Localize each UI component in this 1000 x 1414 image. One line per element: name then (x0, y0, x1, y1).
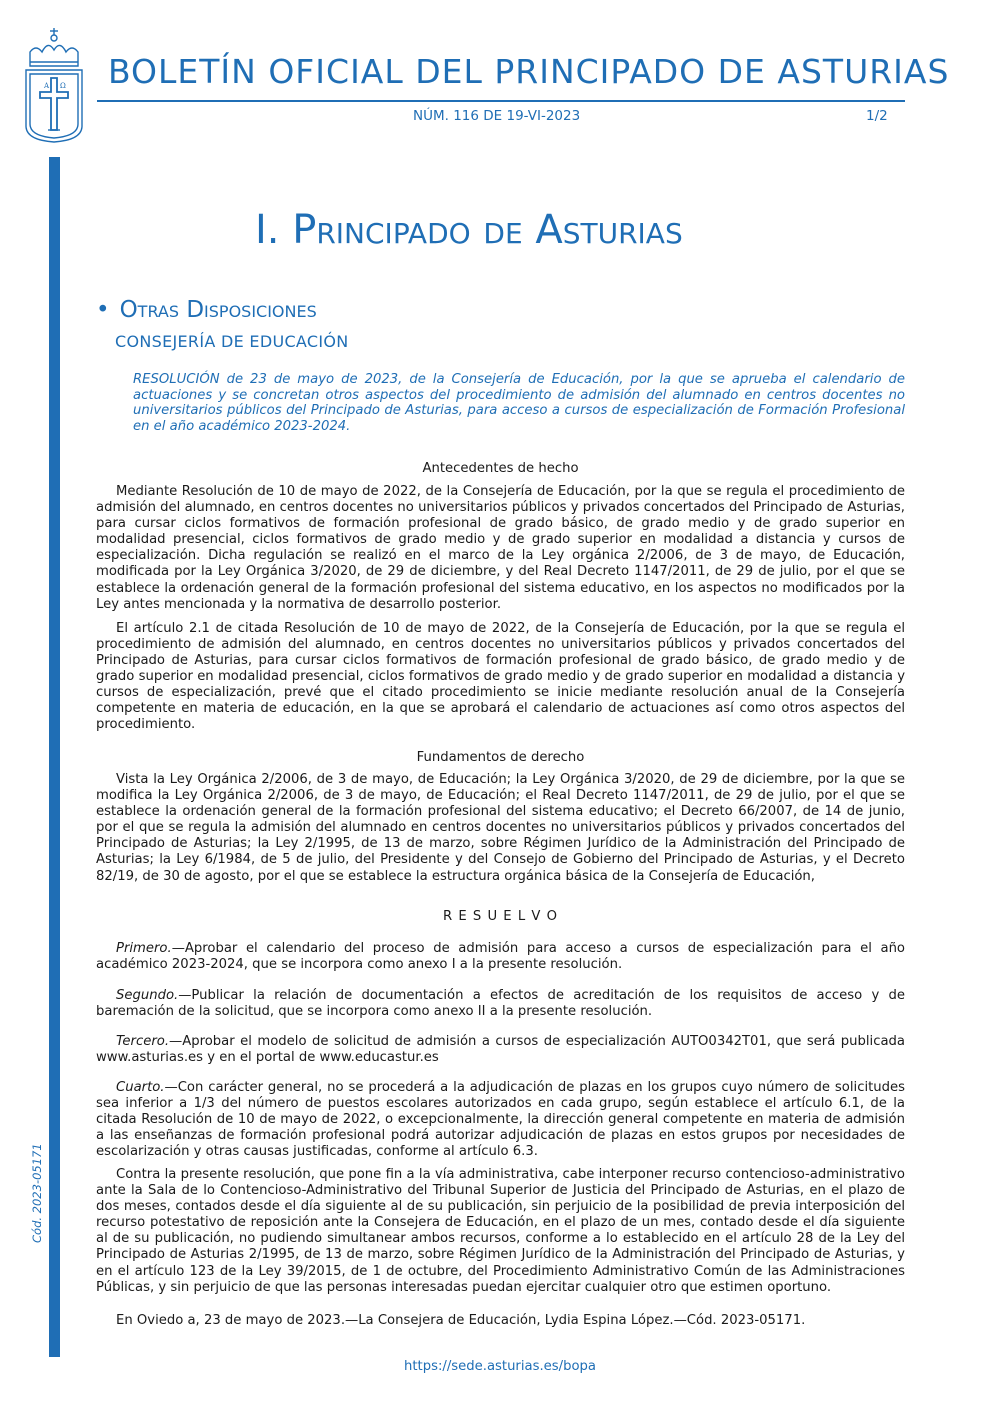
paragraph: Vista la Ley Orgánica 2/2006, de 3 de mayo, de Educación; la Ley Orgánica 3/2020, de 29 de diciembre, por la que se modifica la Ley Orgánica 2/2006, de 3 de mayo, de Educación; el Real Decreto 1147/2011, de 29 de julio, por el que se establece la ordenación general de la formación profesional del sistema educativo; el Decreto 66/2007, de 14 de junio, por el que se regula la admisión del alumnado en centros docentes no universitarios públicos y privados concertados del Principado de Asturias; la Ley 2/1995, de 13 de marzo, sobre Régimen Jurídico de la Administración del Principado de Asturias; la Ley 6/1984, de 5 de julio, del Presidente y del Consejo de Gobierno del Principado de Asturias, y el Decreto 82/19, de 30 de agosto, por el que se establece la estructura orgánica básica de la Consejería de Educación, (96, 772, 905, 884)
resuelvo-tercero (96, 1034, 905, 1066)
article-text: —Aprobar el calendario del proceso de admisión para acceso a cursos de especialización para el año académico 2023-2024, que se incorpora como anexo I a la presente resolución. (96, 941, 905, 973)
fundamentos-heading: Fundamentos de derecho (416, 750, 585, 765)
department-name: CONSEJERÍA DE EDUCACIÓN (115, 332, 349, 351)
paragraph: Contra la presente resolución, que pone fin a la vía administrativa, cabe interponer recurso contencioso-administrativo ante la Sala de lo Contencioso-Administrativo del Tribunal Superior de Justicia del Principado de Asturias, en el plazo de dos meses, contados desde el día siguiente al de su publicación, sin perjuicio de la posibilidad de previa interposición del recurso potestativo de reposición ante la Consejera de Educación, en el plazo de un mes, contado desde el día siguiente al de su publicación, no pudiendo simultanear ambos recursos, conforme a lo establecido en el artículo 28 de la Ley del Principado de Asturias 2/1995, de 13 de marzo, sobre Régimen Jurídico de la Administración del Principado de Asturias, y en el artículo 123 de la Ley 39/2015, de 1 de octubre, del Procedimiento Administrativo Común de las Administraciones Públicas, y sin perjuicio de que las personas interesadas puedan ejercitar cualquier otro que estimen oportuno. (96, 1167, 905, 1295)
signature: En Oviedo a, 23 de mayo de 2023.—La Consejera de Educación, Lydia Espina López.—Cód. 2023-05171. (116, 1313, 806, 1328)
resuelvo-segundo (96, 988, 905, 1020)
antecedentes-body (96, 484, 905, 733)
resuelvo-cuarto (96, 1080, 905, 1160)
signature-block (96, 1313, 905, 1329)
fundamentos-body (96, 772, 905, 885)
svg-text:A: A (44, 82, 50, 90)
article-text: —Publicar la relación de documentación a efectos de acreditación de los requisitos de acceso y de baremación de la solicitud, que se incorpora como anexo II a la presente resolución. (96, 988, 905, 1020)
section-title: I. Principado de Asturias (255, 207, 683, 253)
subsection-title (96, 295, 317, 325)
article-text: —Aprobar el modelo de solicitud de admisión a cursos de especialización AUTO0342T01, que será publicada www.asturias.es y en el portal de www.educastur.es (96, 1034, 905, 1066)
resuelvo-heading: R E S U E L V O (443, 909, 558, 924)
header-rule (97, 100, 905, 102)
article-label: Tercero. (116, 1034, 170, 1049)
side-code: Cód. 2023-05171 (30, 1143, 44, 1243)
recurso-paragraph (96, 1167, 905, 1296)
resolution-title: RESOLUCIÓN de 23 de mayo de 2023, de la Consejería de Educación, por la que se aprueba el calendario de actuaciones y se concretan otros aspectos del procedimiento de admisión del alumnado en centros docentes no universitarios públicos del Principado de Asturias, para acceso a cursos de especialización de Formación Profesional en el año académico 2023-2024. (133, 372, 905, 434)
issue-number: NÚM. 116 DE 19-VI-2023 (413, 108, 581, 124)
page-number: 1/2 (866, 108, 888, 124)
antecedentes-heading: Antecedentes de hecho (422, 461, 579, 476)
side-bar (49, 157, 60, 1357)
article-label: Primero. (116, 941, 172, 956)
footer-link[interactable]: https://sede.asturias.es/bopa (404, 1359, 596, 1374)
paragraph: Mediante Resolución de 10 de mayo de 2022, de la Consejería de Educación, por la que se regula el procedimiento de admisión del alumnado, en centros docentes no universitarios públicos y privados concertados del Principado de Asturias, para cursar ciclos formativos de formación profesional de grado básico, de grado medio y de grado superior en modalidad presencial, ciclos formativos de grado medio y de grado superior en modalidad a distancia y cursos de especialización. Dicha regulación se realizó en el marco de la Ley orgánica 2/2006, de 3 de mayo, de Educación, modificada por la Ley Orgánica 3/2020, de 29 de diciembre, y del Real Decreto 1147/2011, de 29 de julio, por el que se establece la ordenación general de la formación profesional del sistema educativo, en los aspectos no modificados por la Ley antes mencionada y la normativa de desarrollo posterior. (96, 484, 905, 612)
resuelvo-primero (96, 941, 905, 973)
bullet-icon: • (96, 297, 110, 323)
article-label: Cuarto. (116, 1080, 165, 1095)
paragraph: El artículo 2.1 de citada Resolución de 10 de mayo de 2022, de la Consejería de Educación, por la que se regula el procedimiento de admisión del alumnado, en centros docentes no universitarios públicos y privados concertados del Principado de Asturias, para cursar ciclos formativos de formación profesional de grado básico, de grado medio y de grado superior en modalidad presencial, ciclos formativos de grado medio y de grado superior en modalidad a distancia y cursos de especialización, prevé que el citado procedimiento se inicie mediante resolución anual de la Consejería competente en materia de educación, en la que se aprobará el calendario de actuaciones así como otros aspectos del procedimiento. (96, 620, 905, 733)
article-text: —Con carácter general, no se procederá a la adjudicación de plazas en los grupos cuyo número de solicitudes sea inferior a 1/3 del número de puestos escolares autorizados en cada grupo, según establece el artículo 6.1, de la citada Resolución de 10 de mayo de 2022, o excepcionalmente, la dirección general competente en materia de admisión a las enseñanzas de formación profesional podrá autorizar adjudicación de plazas en estos grupos por necesidades de escolarización y otras causas justificadas, conforme al artículo 6.3. (96, 1080, 905, 1160)
svg-text:Ω: Ω (60, 82, 66, 90)
article-label: Segundo. (116, 988, 179, 1003)
subsection-label: Otras Disposiciones (119, 297, 317, 323)
asturias-coat-of-arms-icon (22, 22, 86, 144)
masthead-title: BOLETÍN OFICIAL DEL PRINCIPADO DE ASTURIAS (108, 52, 950, 91)
